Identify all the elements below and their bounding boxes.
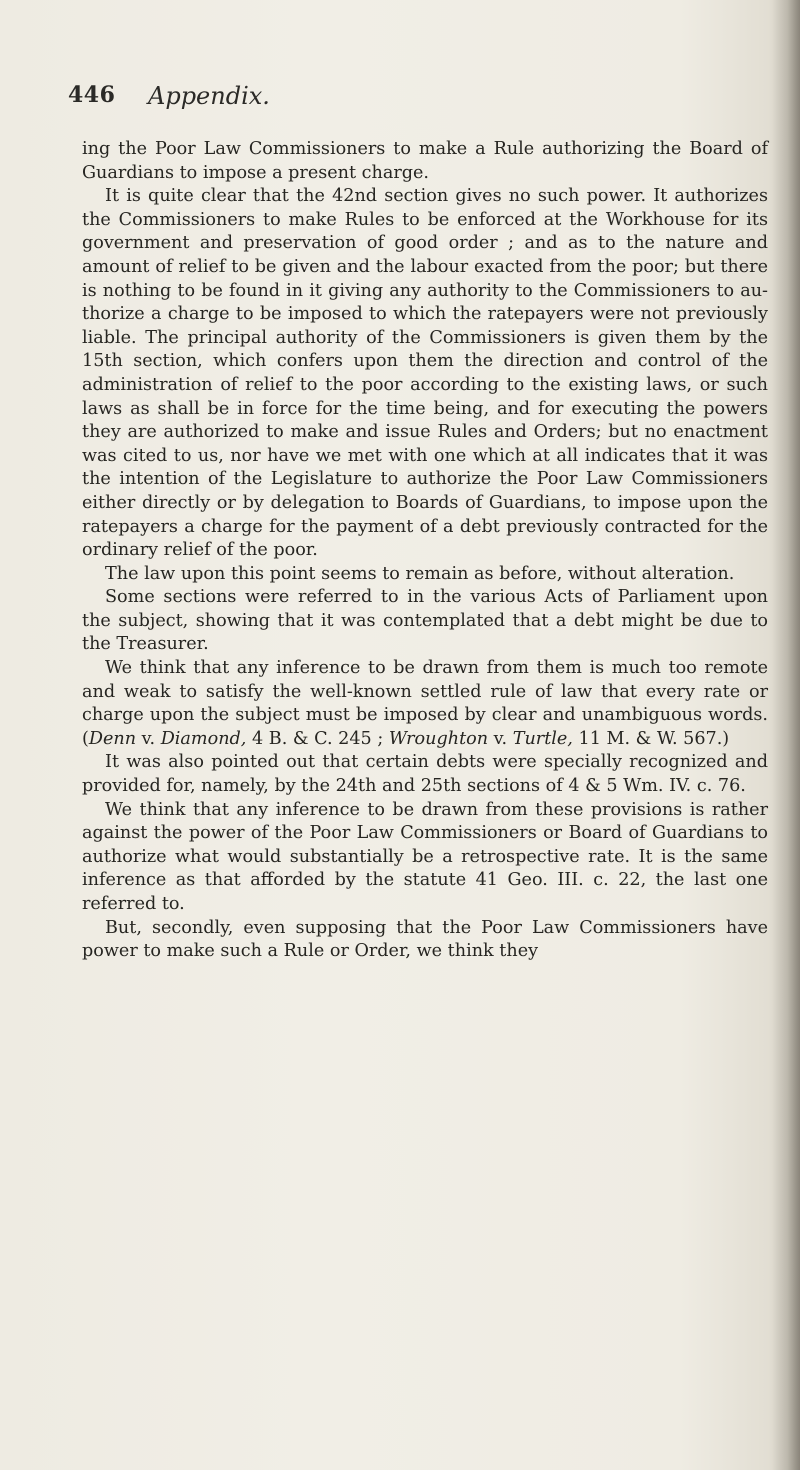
- paragraph-law-unchanged: The law upon this point seems to remain as before, without alteration.: [105, 563, 735, 584]
- case-name: Turtle,: [512, 728, 573, 749]
- running-title: Appendix.: [148, 82, 270, 110]
- case-name: Denn: [88, 728, 137, 749]
- page-number: 446: [68, 82, 116, 108]
- case-name: Wroughton: [388, 728, 489, 749]
- paragraph-sections-referred: Some sections were referred to in the various Acts of Parliament upon the subject, showing that it was contemplated that a debt might be due to the Treasurer.: [82, 587, 768, 655]
- paragraph-continuation: ing the Poor Law Commissioners to make a Rule authorizing the Board of Guardians to impose a present charge.: [82, 139, 768, 183]
- paragraph-debts-recognized: It was also pointed out that certain debts were specially recognized and provided for, namely, by the 24th and 25th sections of 4 & 5 Wm. IV. c. 76.: [82, 752, 768, 797]
- case-name: Diamond,: [160, 728, 247, 749]
- text-segment: We think that any inference to be drawn from them is much too remote and weak to satisfy the well-known settled rule of law that every rate or charge upon the subject must be imposed by clear and unambiguous words. (: [82, 658, 768, 749]
- page-header: [68, 82, 768, 122]
- text-segment: 11 M. & W. 567.): [572, 728, 730, 749]
- paragraph-secondly: But, secondly, even supposing that the Poor Law Commissioners have power to make such a Rule or Order, we think they: [82, 917, 768, 962]
- paragraph-inference-remote: [82, 657, 768, 751]
- text-segment: v.: [488, 728, 513, 749]
- text-segment: v.: [136, 728, 161, 749]
- paragraph-42nd-section: It is quite clear that the 42nd section gives no such power. It authorizes the Commissioners to make Rules to be enforced at the Workhouse for its government and preservation of good order ; and as to the nature and amount of relief to be given and the labour exacted from the poor; but there is nothing to be found in it giving any authority to the Commissioners to authorize a charge to be imposed to which the ratepayers were not previously liable. The principal authority of the Commissioners is given them by the 15th section, which confers upon them the direction and control of the administration of relief to the poor according to the existing laws, or such laws as shall be in force for the time being, and for executing the powers they are authorized to make and issue Rules and Orders; but no enactment was cited to us, nor have we met with one which at all indicates that it was the intention of the Legislature to authorize the Poor Law Commissioners either directly or by delegation to Boards of Guardians, to impose upon the ratepayers a charge for the payment of a debt previously contracted for the ordinary relief of the poor.: [82, 186, 768, 561]
- body-text: [82, 138, 768, 964]
- page-edge-shadow: [772, 0, 800, 1470]
- paragraph-retrospective-rate: We think that any inference to be drawn from these provisions is rather against the power of the Poor Law Commissioners or Board of Guardians to authorize what would substantially be a retrospective rate. It is the same inference as that afforded by the statute 41 Geo. III. c. 22, the last one referred to.: [82, 799, 768, 914]
- text-segment: 4 B. & C. 245 ;: [246, 728, 389, 749]
